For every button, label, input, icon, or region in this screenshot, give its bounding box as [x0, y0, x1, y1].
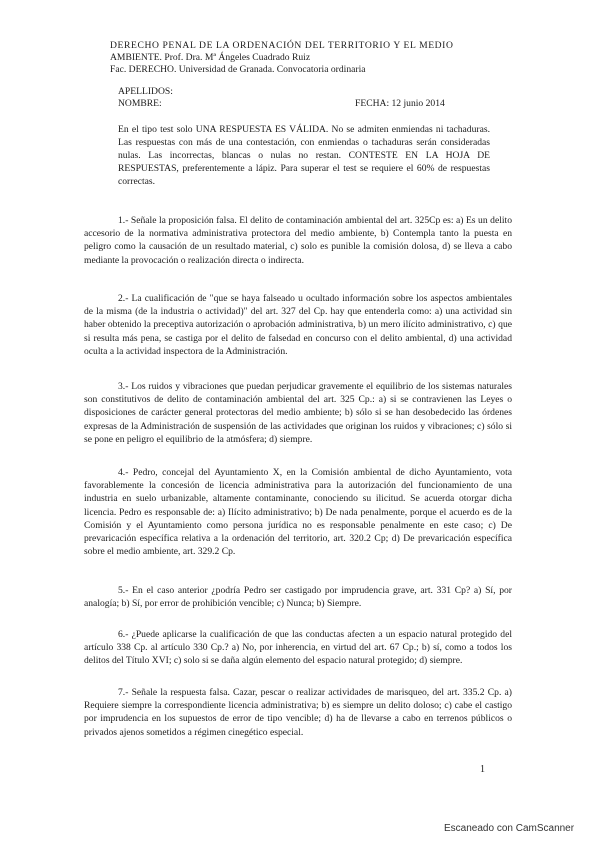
question-text: 7.- Señale la respuesta falsa. Cazar, pescar o realizar actividades de marisqueo, del art. 335.2 Cp. a) Requiere siempre la correspondiente licencia administrativa; b) es siempre un delito doloso; c) cabe el castigo por imprudencia en los supuestos de error de tipo vencible; d) ha de llevarse a cabo en terrenos públicos o privados ajenos sometidos a régimen cinegético especial.	[84, 687, 512, 738]
course-title-professor: AMBIENTE. Prof. Dra. Mª Ángeles Cuadrado Ruiz	[110, 52, 311, 63]
student-fields	[118, 86, 173, 110]
question-3	[84, 380, 512, 446]
question-text: 4.- Pedro, concejal del Ayuntamiento X, en la Comisión ambiental de dicho Ayuntamiento, vota favorablemente la concesión de licencia administrativa para la autorización del funcionamiento de una industria en suelo urbanizable, altamente contaminante, conociendo su ilicitud. Se acuerda otorgar dicha licencia. Pedro es responsable de: a) Ilícito administrativo; b) De nada penalmente, porque el acuerdo es de la Comisión y el Ayuntamiento como persona jurídica no es responsable penalmente en este caso; c) De prevaricación específica relativa a la ordenación del territorio, art. 320.2 Cp; d) De prevaricación específica sobre el medio ambiente, art. 329.2 Cp.	[84, 467, 512, 558]
course-title: DERECHO PENAL DE LA ORDENACIÓN DEL TERRITORIO Y EL MEDIO	[110, 40, 454, 51]
question-text: 3.- Los ruidos y vibraciones que puedan perjudicar gravemente el equilibrio de los sistemas naturales son constitutivos de delito de contaminación ambiental del art. 325 Cp.: a) si se contravienen las Leyes o disposiciones de carácter general protectoras del medio ambiente; b) sólo si se han desobedecido las órdenes expresas de la Administración de suspensión de las actividades que originan los ruidos y vibraciones; c) sólo si se pone en peligro el equilibrio de la atmósfera; d) siempre.	[84, 381, 512, 445]
question-text: 6.- ¿Puede aplicarse la cualificación de que las conductas afecten a un espacio natural protegido del artículo 338 Cp. al artículo 330 Cp.? a) No, por inherencia, en virtud del art. 67 Cp.; b) sí, como a todos los delitos del Título XVI; c) solo si se daña algún elemento del espacio natural protegido; d) siempre.	[84, 629, 512, 667]
question-6	[84, 628, 512, 668]
date-label: FECHA: 12 junio 2014	[355, 98, 445, 109]
question-text: 1.- Señale la proposición falsa. El delito de contaminación ambiental del art. 325Cp es: a) Es un delito accesorio de la normativa administrativa protectora del medio ambiente, b) Contempla tanto la puesta en peligro como la causación de un resultado material, c) solo es punible la comisión dolosa, d) se lleva a cabo mediante la provocación o realización directa o indirecta.	[84, 215, 512, 266]
question-text: 2.- La cualificación de "que se haya falseado u ocultado información sobre los aspectos ambientales de la misma (de la industria o actividad)" del art. 327 del Cp. hay que entenderla como: a) una actividad sin haber obtenido la preceptiva autorización o aprobación administrativa, b) un mero ilícito administrativo, c) que si resulta más pena, se castiga por el delito de falsedad en concurso con el delito ambiental, d) una actividad oculta a la actividad inspectora de la Administración.	[84, 293, 512, 357]
question-7	[84, 686, 512, 739]
exam-header	[110, 40, 510, 76]
surname-label: APELLIDOS:	[118, 86, 173, 97]
question-4	[84, 466, 512, 558]
scanner-watermark: Escaneado con CamScanner	[444, 823, 575, 834]
question-1	[84, 214, 512, 267]
page-number: 1	[480, 764, 485, 775]
faculty-line: Fac. DERECHO. Universidad de Granada. Convocatoria ordinaria	[110, 64, 366, 75]
question-5	[84, 584, 512, 610]
question-text: 5.- En el caso anterior ¿podría Pedro ser castigado por imprudencia grave, art. 331 Cp? a) Sí, por analogía; b) Sí, por error de prohibición vencible; c) Nunca; b) Siempre.	[84, 585, 512, 610]
exam-instructions: En el tipo test solo UNA RESPUESTA ES VÁLIDA. No se admiten enmiendas ni tachaduras. Las respuestas con más de una contestación, con enmiendas o tachaduras serán consideradas nulas. Las incorrectas, blancas o nulas no restan. CONTESTE EN LA HOJA DE RESPUESTAS, preferentemente a lápiz. Para superar el test se requiere el 60% de respuestas correctas.	[118, 124, 490, 187]
name-label: NOMBRE:	[118, 98, 162, 109]
question-2	[84, 292, 512, 358]
